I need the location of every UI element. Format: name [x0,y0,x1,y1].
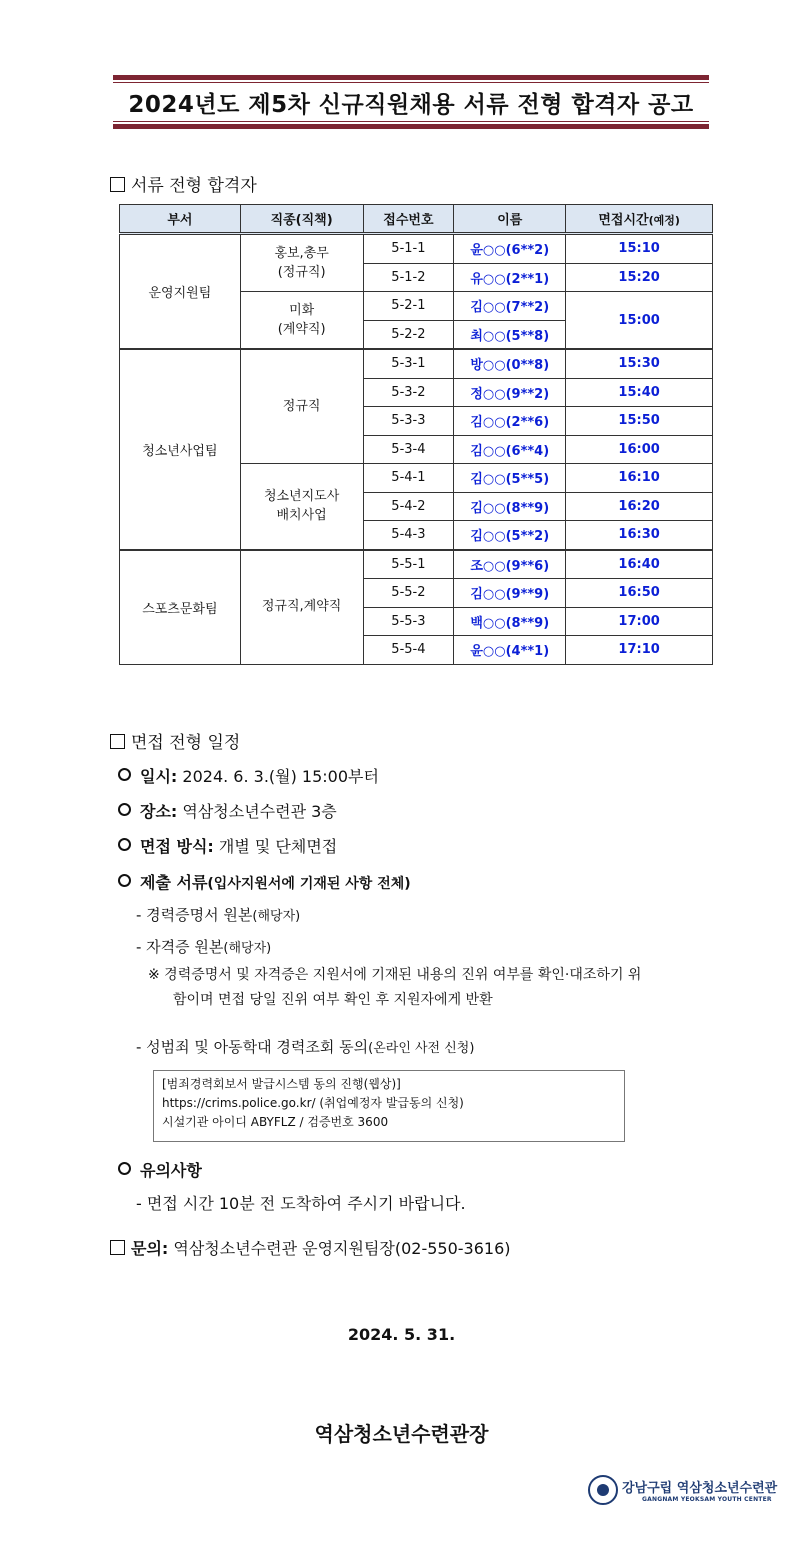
circle-bullet-icon [118,768,131,781]
cell-time: 15:30 [566,349,713,378]
cell-time: 17:00 [566,607,713,636]
announcement-date: 2024. 5. 31. [347,1325,456,1344]
cell-time: 15:20 [566,263,713,292]
organization-signature: 역삼청소년수련관장 [314,1422,489,1446]
cell-name: 조○○(9**6) [454,550,566,579]
table-row [120,550,713,579]
table-row [120,234,713,264]
cell-number: 5-1-1 [363,234,454,264]
cell-time: 15:50 [566,407,713,436]
caution-text: - 면접 시간 10분 전 도착하여 주시기 바랍니다. [136,1194,466,1213]
title-bar-bottom [113,124,709,129]
seal-icon [588,1475,618,1505]
header-dept: 부서 [120,205,241,234]
cell-name: 정○○(9**2) [454,378,566,407]
logo-korean: 강남구립 역삼청소년수련관 [622,1481,778,1496]
circle-bullet-icon [118,874,131,887]
cell-number: 5-3-2 [363,378,454,407]
page-title: 2024년도 제5차 신규직원채용 서류 전형 합격자 공고 [128,92,694,118]
cell-time: 16:30 [566,521,713,550]
cell-name: 김○○(8**9) [454,492,566,521]
doc-item-license: - 자격증 원본(해당자) [136,938,272,956]
cell-name: 윤○○(4**1) [454,636,566,665]
schedule-docs: 제출 서류(입사지원서에 기재된 사항 전체) [118,870,411,893]
caution-heading: 유의사항 [118,1158,202,1181]
cell-time: 16:00 [566,435,713,464]
cell-job: 미화 (계약직) [240,292,363,350]
header-name: 이름 [454,205,566,234]
cell-name: 김○○(2**6) [454,407,566,436]
logo-english: GANGNAM YEOKSAM YOUTH CENTER [642,1496,772,1503]
doc-item-career: - 경력증명서 원본(해당자) [136,906,301,924]
cell-name: 최○○(5**8) [454,320,566,349]
cell-time: 16:40 [566,550,713,579]
cell-number: 5-4-3 [363,521,454,550]
cell-number: 5-2-1 [363,292,454,321]
consent-info-box: [범죄경력회보서 발급시스템 동의 진행(웹상)] https://crims.police.go.kr/ (취업예정자 발급동의 신청) 시설기관 아이디 ABYFLZ / 검증번호 3600 [153,1070,625,1142]
cell-number: 5-5-3 [363,607,454,636]
crims-link[interactable]: https://crims.police.go.kr/ (취업예정자 발급동의 신청) [162,1096,464,1110]
cell-name: 김○○(5**5) [454,464,566,493]
header-number: 접수번호 [363,205,454,234]
cell-name: 김○○(6**4) [454,435,566,464]
doc-item-consent: - 성범죄 및 아동학대 경력조회 동의(온라인 사전 신청) [136,1038,475,1056]
cell-name: 유○○(2**1) [454,263,566,292]
cell-number: 5-3-4 [363,435,454,464]
cell-job: 정규직,계약직 [240,550,363,665]
table-body [120,234,713,665]
cell-number: 5-4-1 [363,464,454,493]
doc-note: ※ 경력증명서 및 자격증은 지원서에 기재된 내용의 진위 여부를 확인·대조하기 위 함이며 면접 당일 진위 여부 확인 후 지원자에게 반환 [148,967,642,1008]
cell-name: 김○○(7**2) [454,292,566,321]
schedule-date: 일시: 2024. 6. 3.(월) 15:00부터 [118,764,379,787]
table-header-row [120,205,713,234]
cell-time: 15:00 [566,292,713,350]
title-line-top [113,82,709,83]
circle-bullet-icon [118,1162,131,1175]
results-table [119,204,713,665]
cell-number: 5-1-2 [363,263,454,292]
cell-dept: 청소년사업팀 [120,349,241,550]
cell-name: 김○○(5**2) [454,521,566,550]
cell-dept: 운영지원팀 [120,234,241,350]
cell-time: 16:10 [566,464,713,493]
inquiry: 문의: 역삼청소년수련관 운영지원팀장(02-550-3616) [110,1236,511,1259]
cell-number: 5-5-1 [363,550,454,579]
cell-time: 16:20 [566,492,713,521]
cell-job: 홍보,총무 (정규직) [240,234,363,292]
cell-number: 5-5-4 [363,636,454,665]
cell-time: 17:10 [566,636,713,665]
circle-bullet-icon [118,803,131,816]
cell-dept: 스포츠문화팀 [120,550,241,665]
cell-number: 5-4-2 [363,492,454,521]
cell-name: 김○○(9**9) [454,579,566,608]
circle-bullet-icon [118,838,131,851]
square-bullet-icon [110,1240,125,1255]
center-logo [588,1475,788,1509]
cell-job: 정규직 [240,349,363,464]
title-bar-top [113,75,709,80]
section-heading-results: 서류 전형 합격자 [110,171,257,196]
cell-time: 15:40 [566,378,713,407]
cell-number: 5-3-1 [363,349,454,378]
cell-number: 5-3-3 [363,407,454,436]
square-bullet-icon [110,177,125,192]
section-heading-interview: 면접 전형 일정 [110,728,240,753]
square-bullet-icon [110,734,125,749]
header-time: 면접시간(예정) [566,205,713,234]
title-line-bottom [113,121,709,122]
schedule-method: 면접 방식: 개별 및 단체면접 [118,834,337,857]
schedule-place: 장소: 역삼청소년수련관 3층 [118,799,337,822]
cell-number: 5-2-2 [363,320,454,349]
cell-time: 16:50 [566,579,713,608]
title-block [113,75,709,129]
cell-name: 백○○(8**9) [454,607,566,636]
header-job: 직종(직책) [240,205,363,234]
cell-name: 윤○○(6**2) [454,234,566,264]
cell-name: 방○○(0**8) [454,349,566,378]
cell-job: 청소년지도사 배치사업 [240,464,363,550]
cell-number: 5-5-2 [363,579,454,608]
cell-time: 15:10 [566,234,713,264]
table-row [120,349,713,378]
